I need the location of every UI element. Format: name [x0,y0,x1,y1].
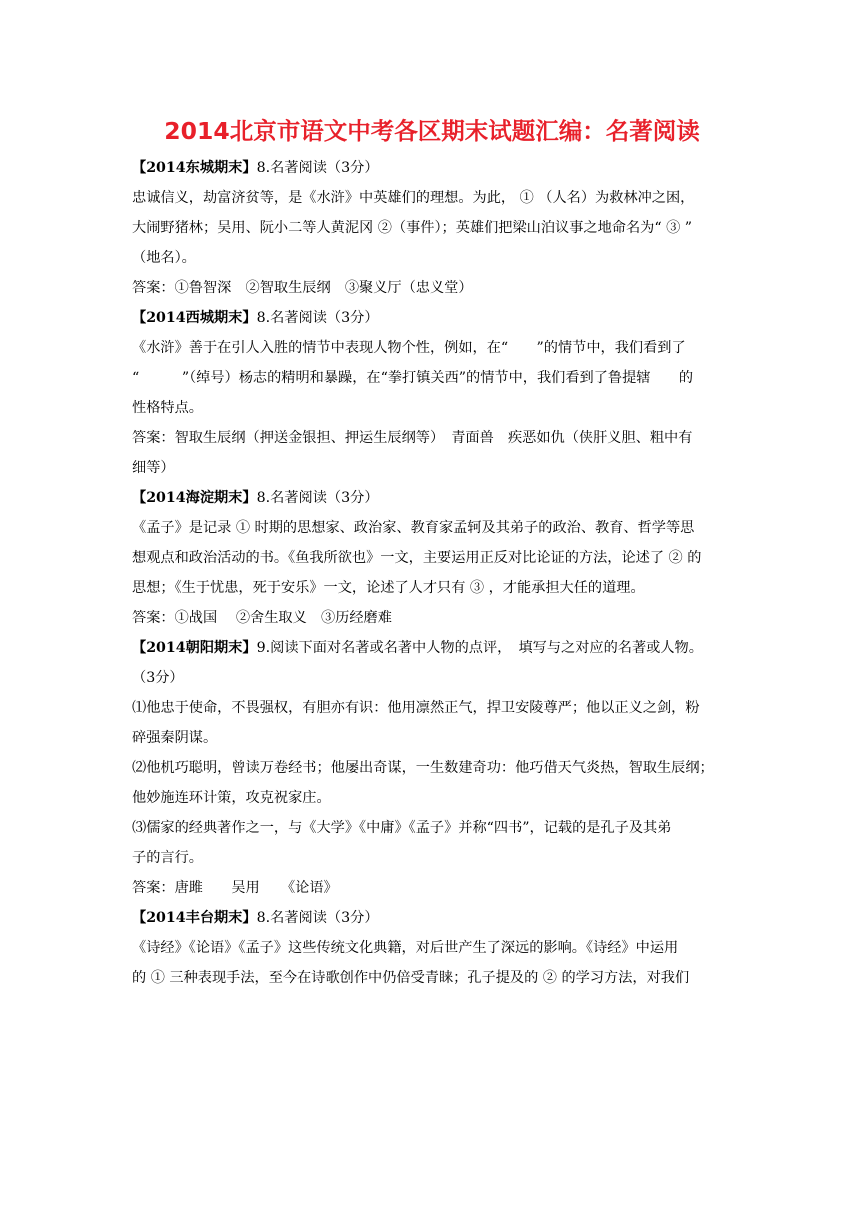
section-source-tag: 【2014西城期末】 [132,310,257,326]
section-source-tag: 【2014海淀期末】 [132,490,257,506]
question-text-line: ⑴他忠于使命，不畏强权，有胆亦有识：他用凛然正气，捍卫安陵尊严；他以正义之剑，粉 [132,700,700,716]
question-text-line: 性格特点。 [132,400,203,416]
question-text-line: “ ”（绰号）杨志的精明和暴躁，在“拳打镇关西”的情节中，我们看到了鲁提辖 的 [132,370,694,386]
question-text-line: 的 ① 三种表现手法，至今在诗歌创作中仍倍受青睐；孔子提及的 ② 的学习方法，对我们 [132,970,690,986]
section-question-title: 8.名著阅读（3分） [256,910,379,926]
question-text-line: 大闹野猪林；吴用、阮小二等人黄泥冈 ②（事件）；英雄们把梁山泊议事之地命名为“ ③ ” [132,220,693,236]
question-text-line: （地名）。 [132,250,196,266]
section-heading [132,483,732,513]
section-question-title: 8.名著阅读（3分） [256,160,379,176]
answer-line: 答案：①鲁智深 ②智取生辰纲 ③聚义厅（忠义堂） [132,280,473,296]
question-text-line: 碎强秦阴谋。 [132,730,218,746]
section-question-title: 8.名著阅读（3分） [256,310,379,326]
section-heading [132,303,732,333]
question-text-line: （3分） [132,670,184,686]
question-text-line: 思想；《生于忧患，死于安乐》一文，论述了人才只有 ③ ，才能承担大任的道理。 [132,580,645,596]
section-source-tag: 【2014朝阳期末】 [132,640,257,656]
section-heading [132,633,732,663]
section-question-title: 8.名著阅读（3分） [256,490,379,506]
section-question-title: 9.阅读下面对名著或名著中人物的点评， 填写与之对应的名著或人物。 [256,640,703,656]
question-text-line: 《诗经》《论语》《孟子》这些传统文化典籍，对后世产生了深远的影响。《诗经》中运用 [132,940,679,956]
answer-line: 答案：唐雎 吴用 《论语》 [132,880,338,896]
answer-line: 答案：智取生辰纲（押送金银担、押运生辰纲等） 青面兽 疾恶如仇（侠肝义胆、粗中有 [132,430,693,446]
document-content [132,153,732,993]
question-text-line: 《水浒》善于在引人入胜的情节中表现人物个性，例如，在“ ”的情节中，我们看到了 [132,340,686,356]
answer-line: 细等） [132,460,175,476]
section-heading [132,153,732,183]
section-source-tag: 【2014东城期末】 [132,160,257,176]
question-text-line: ⑶儒家的经典著作之一，与《大学》《中庸》《孟子》并称“四书”，记载的是孔子及其弟 [132,820,672,836]
question-text-line: 忠诚信义，劫富济贫等，是《水浒》中英雄们的理想。为此， ① （人名）为救林冲之困， [132,190,695,206]
answer-line: 答案：①战国 ②舍生取义 ③历经磨难 [132,610,392,626]
document-page [132,112,732,993]
section-source-tag: 【2014丰台期末】 [132,910,257,926]
document-title: 2014北京市语文中考各区期末试题汇编：名著阅读 [164,117,700,145]
question-text-line: ⑵他机巧聪明，曾读万卷经书；他屡出奇谋，一生数建奇功：他巧借天气炎热，智取生辰纲； [132,760,714,776]
question-text-line: 子的言行。 [132,850,203,866]
question-text-line: 想观点和政治活动的书。《鱼我所欲也》一文，主要运用正反对比论证的方法，论述了 ② 的 [132,550,702,566]
section-heading [132,903,732,933]
question-text-line: 他妙施连环计策，攻克祝家庄。 [132,790,331,806]
question-text-line: 《孟子》是记录 ① 时期的思想家、政治家、教育家孟轲及其弟子的政治、教育、哲学等思 [132,520,695,536]
